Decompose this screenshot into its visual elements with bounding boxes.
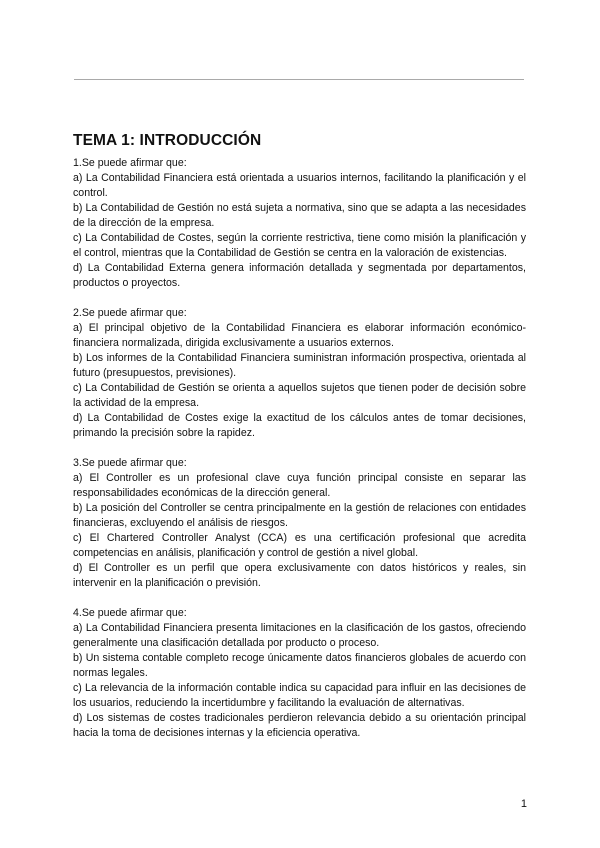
option-b: b) La Contabilidad de Gestión no está sujeta a normativa, sino que se adapta a las necesidades de la dirección de la empresa. <box>73 202 526 229</box>
option-b: b) Un sistema contable completo recoge únicamente datos financieros globales de acuerdo con normas legales. <box>73 652 526 679</box>
page-number: 1 <box>520 798 527 810</box>
option-c: c) La Contabilidad de Gestión se orienta a aquellos sujetos que tienen poder de decisión sobre la actividad de la empresa. <box>73 382 526 409</box>
option-d: d) La Contabilidad Externa genera información detallada y segmentada por departamentos, productos o proyectos. <box>73 262 526 289</box>
page-title: TEMA 1: INTRODUCCIÓN <box>73 132 262 149</box>
header-rule <box>74 79 524 80</box>
question-stem: 1.Se puede afirmar que: <box>73 157 187 169</box>
document-body <box>73 131 526 756</box>
question-1 <box>73 156 526 291</box>
option-b: b) La posición del Controller se centra principalmente en la gestión de relaciones con entidades financieras, excluyendo el análisis de riesgos. <box>73 502 526 529</box>
question-3 <box>73 456 526 591</box>
option-d: d) El Controller es un perfil que opera exclusivamente con datos históricos y reales, sin intervenir en la planificación o previsión. <box>73 562 526 589</box>
option-d: d) Los sistemas de costes tradicionales perdieron relevancia debido a su orientación principal hacia la toma de decisiones internas y la eficiencia operativa. <box>73 712 526 739</box>
option-a: a) El principal objetivo de la Contabilidad Financiera es elaborar información económico-financiera normalizada, dirigida exclusivamente a usuarios externos. <box>73 322 526 349</box>
option-c: c) La relevancia de la información contable indica su capacidad para influir en las decisiones de los usuarios, reduciendo la incertidumbre y facilitando la evaluación de alternativas. <box>73 682 526 709</box>
question-4 <box>73 606 526 741</box>
question-2 <box>73 306 526 441</box>
option-c: c) La Contabilidad de Costes, según la corriente restrictiva, tiene como misión la planificación y el control, mientras que la Contabilidad de Gestión se centra en la valoración de existencias. <box>73 232 526 259</box>
option-a: a) El Controller es un profesional clave cuya función principal consiste en separar las responsabilidades económicas de la dirección general. <box>73 472 526 499</box>
question-stem: 4.Se puede afirmar que: <box>73 607 187 619</box>
question-stem: 3.Se puede afirmar que: <box>73 457 187 469</box>
option-b: b) Los informes de la Contabilidad Financiera suministran información prospectiva, orientada al futuro (presupuestos, previsiones). <box>73 352 526 379</box>
option-c: c) El Chartered Controller Analyst (CCA) es una certificación profesional que acredita competencias en análisis, planificación y control de gestión a nivel global. <box>73 532 526 559</box>
question-stem: 2.Se puede afirmar que: <box>73 307 187 319</box>
option-a: a) La Contabilidad Financiera presenta limitaciones en la clasificación de los gastos, ofreciendo generalmente una clasificación detallada por producto o proceso. <box>73 622 526 649</box>
option-a: a) La Contabilidad Financiera está orientada a usuarios internos, facilitando la planificación y el control. <box>73 172 526 199</box>
option-d: d) La Contabilidad de Costes exige la exactitud de los cálculos antes de tomar decisiones, primando la precisión sobre la rapidez. <box>73 412 526 439</box>
